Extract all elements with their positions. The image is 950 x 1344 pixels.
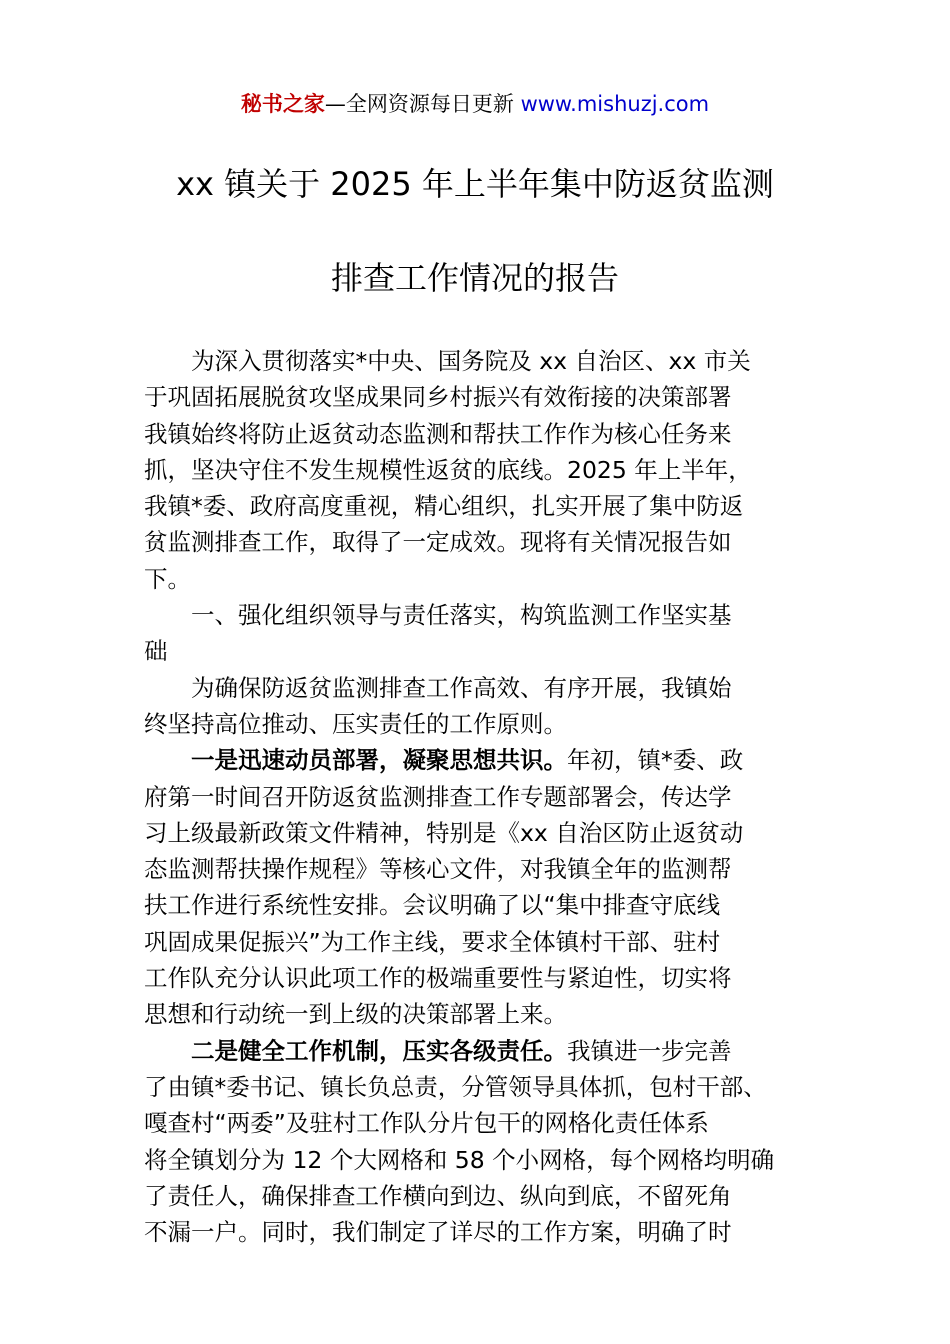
body-line: 思想和行动统一到上级的决策部署上来。 — [144, 1000, 567, 1029]
body-line: 将全镇划分为 12 个大网格和 58 个小网格，每个网格均明确 — [144, 1145, 775, 1174]
body-line: 嘎查村“两委”及驻村工作队分片包干的网格化责任体系 — [144, 1109, 709, 1138]
body-line: 贫监测排查工作，取得了一定成效。现将有关情况报告如 — [144, 528, 732, 557]
body-line: 不漏一户。同时，我们制定了详尽的工作方案，明确了时 — [144, 1218, 732, 1247]
site-url[interactable]: www.mishuzj.com — [520, 92, 710, 116]
body-line: 终坚持高位推动、压实责任的工作原则。 — [144, 709, 567, 738]
bold-lead-2: 二是健全工作机制，压实各级责任。 — [191, 1036, 567, 1065]
brand-name: 秘书之家 — [240, 92, 325, 116]
body-line: 府第一时间召开防返贫监测排查工作专题部署会，传达学 — [144, 782, 732, 811]
document-title-line-1: xx 镇关于 2025 年上半年集中防返贫监测 — [176, 165, 774, 203]
body-line: 习上级最新政策文件精神，特别是《xx 自治区防止返贫动 — [144, 818, 744, 847]
body-line: 了由镇*委书记、镇长负总责，分管领导具体抓，包村干部、 — [144, 1072, 767, 1101]
section-heading-line: 础 — [144, 637, 168, 666]
body-line: 我镇*委、政府高度重视，精心组织，扎实开展了集中防返 — [144, 492, 744, 521]
body-line: 为深入贯彻落实*中央、国务院及 xx 自治区、xx 市关 — [191, 347, 751, 375]
body-line: 抓，坚决守住不发生规模性返贫的底线。2025 年上半年， — [144, 455, 752, 484]
body-line: 下。 — [144, 564, 191, 593]
body-line: 巩固成果促振兴”为工作主线，要求全体镇村干部、驻村 — [144, 927, 721, 956]
body-line: 了责任人，确保排查工作横向到边、纵向到底，不留死角 — [144, 1181, 732, 1210]
section-heading-line: 一、强化组织领导与责任落实，构筑监测工作坚实基 — [191, 601, 732, 630]
header-slogan: —全网资源每日更新 — [324, 92, 521, 116]
body-line-text: 我镇进一步完善 — [567, 1036, 732, 1065]
bold-lead-1: 一是迅速动员部署，凝聚思想共识。 — [191, 746, 567, 775]
body-line: 于巩固拓展脱贫攻坚成果同乡村振兴有效衔接的决策部署 — [144, 383, 732, 412]
body-line: 工作队充分认识此项工作的极端重要性与紧迫性，切实将 — [144, 964, 732, 993]
site-header — [0, 88, 950, 120]
document-title-line-2: 排查工作情况的报告 — [330, 259, 619, 297]
body-line — [144, 1033, 810, 1069]
body-line — [144, 742, 810, 778]
body-line: 我镇始终将防止返贫动态监测和帮扶工作作为核心任务来 — [144, 419, 732, 448]
body-line: 为确保防返贫监测排查工作高效、有序开展，我镇始 — [191, 673, 732, 702]
body-line-text: 年初，镇*委、政 — [567, 746, 744, 775]
body-line: 扶工作进行系统性安排。会议明确了以“集中排查守底线 — [144, 891, 721, 920]
document-body — [144, 343, 810, 1250]
body-line: 态监测帮扶操作规程》等核心文件，对我镇全年的监测帮 — [144, 855, 732, 884]
